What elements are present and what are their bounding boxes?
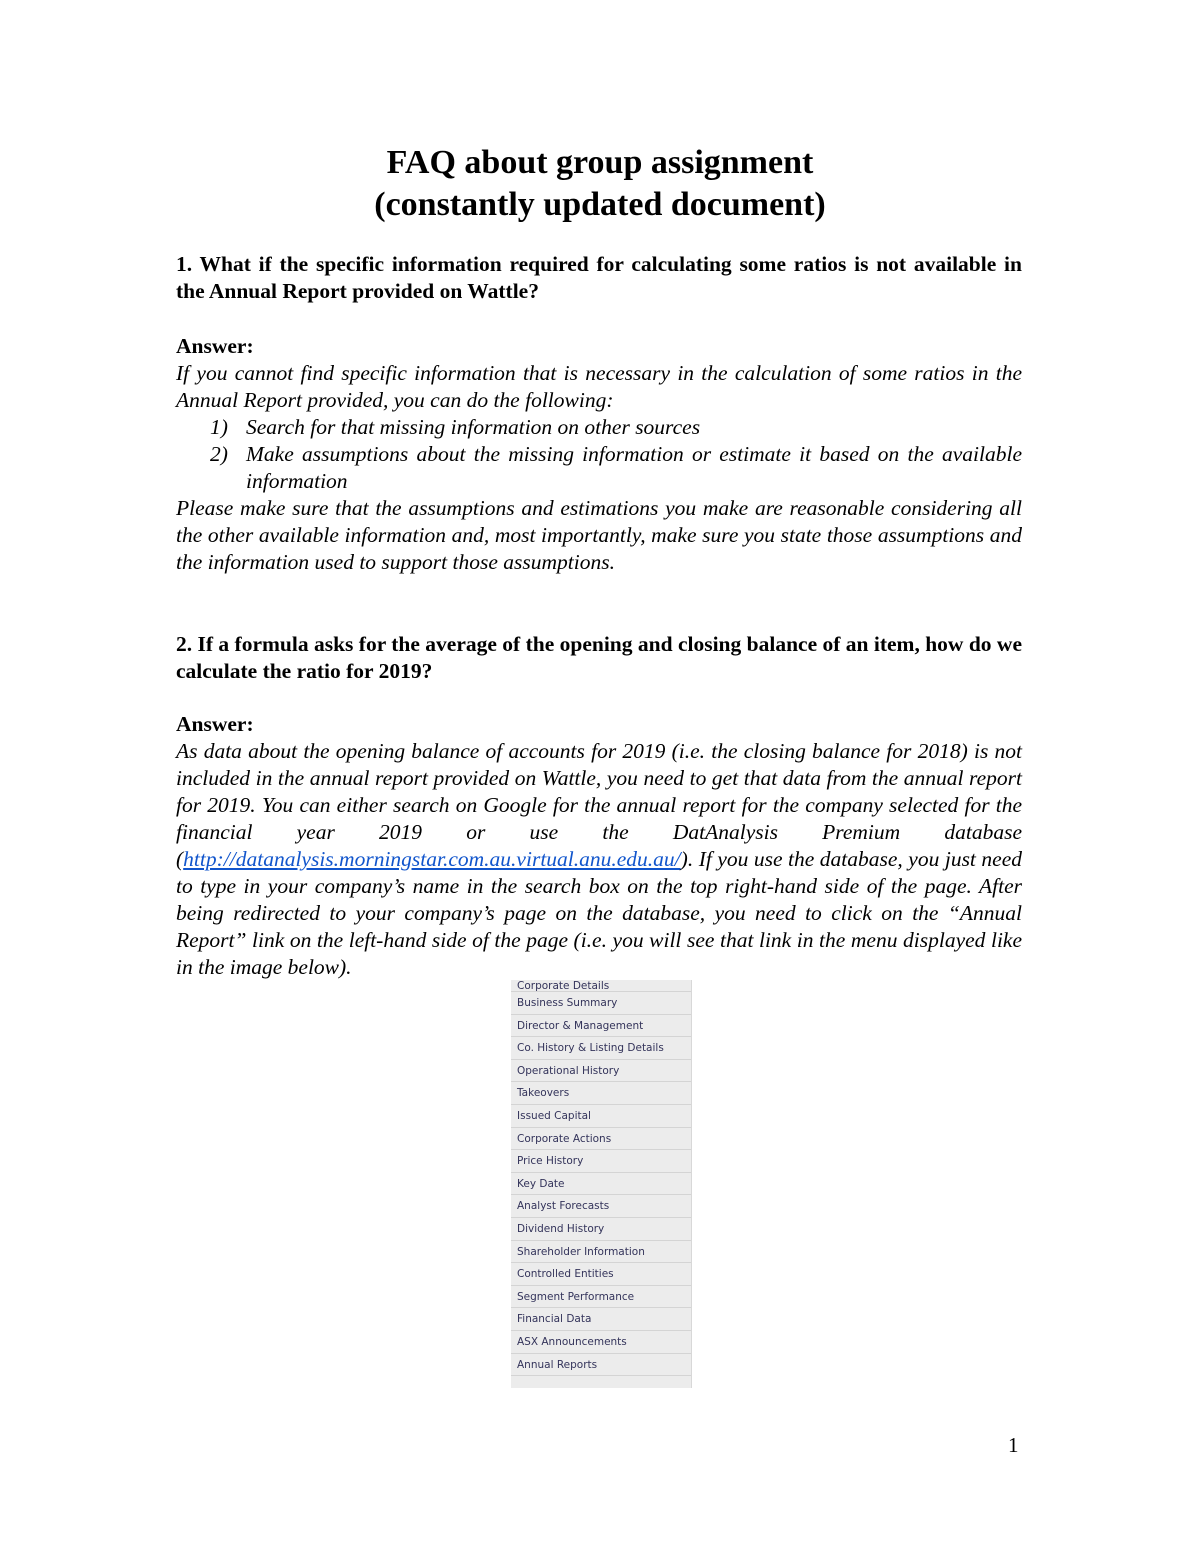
- answer-2-label: Answer:: [176, 712, 254, 736]
- answer-1-closing: Please make sure that the assumptions and estimations you make are reasonable considering all the other available information and, most importantly, make sure you state those assumptions and the information used to support those assumptions.: [176, 496, 1022, 574]
- menu-item-corporate-actions: Corporate Actions: [511, 1128, 691, 1151]
- menu-item-financial-data: Financial Data: [511, 1308, 691, 1331]
- menu-item-segment-performance: Segment Performance: [511, 1286, 691, 1309]
- document-title: FAQ about group assignment: [386, 144, 814, 181]
- step-number: 2): [210, 442, 228, 466]
- answer-1-steps: [176, 414, 1022, 495]
- question-2: 2. If a formula asks for the average of the opening and closing balance of an item, how do we calculate the ratio for 2019?: [176, 632, 1022, 683]
- answer-1-step: [176, 414, 1022, 441]
- answer-1-step: [176, 441, 1022, 495]
- answer-1-body: [176, 360, 1022, 576]
- menu-item-co-history: Co. History & Listing Details: [511, 1037, 691, 1060]
- menu-item-director-management: Director & Management: [511, 1015, 691, 1038]
- answer-1-label: Answer:: [176, 334, 254, 358]
- menu-item-corporate-details: Corporate Details: [511, 980, 691, 992]
- menu-item-asx-announcements: ASX Announcements: [511, 1331, 691, 1354]
- menu-screenshot: [511, 980, 692, 1388]
- menu-item-price-history: Price History: [511, 1150, 691, 1173]
- menu-item-analyst-forecasts: Analyst Forecasts: [511, 1195, 691, 1218]
- step-text: Make assumptions about the missing information or estimate it based on the available information: [246, 442, 1022, 493]
- menu-item-issued-capital: Issued Capital: [511, 1105, 691, 1128]
- answer-2-body: [176, 738, 1022, 981]
- datanalysis-link[interactable]: http://datanalysis.morningstar.com.au.virtual.anu.edu.au/: [183, 847, 681, 871]
- step-text: Search for that missing information on other sources: [246, 415, 701, 439]
- menu-item-takeovers: Takeovers: [511, 1082, 691, 1105]
- menu-item-operational-history: Operational History: [511, 1060, 691, 1083]
- document-subtitle: (constantly updated document): [374, 186, 826, 223]
- answer-1-intro: If you cannot find specific information that is necessary in the calculation of some ratios in the Annual Report provided, you can do the following:: [176, 361, 1022, 412]
- step-number: 1): [210, 415, 228, 439]
- menu-item-key-date: Key Date: [511, 1173, 691, 1196]
- answer-2-text-end: ). If you use the database, you just need to type in your company’s name in the search box on the top right-hand side of the page. After being redirected to your company’s page on the database, you need to click on the “Annual Report” link on the left-hand side of the page (i.e. you will see that link in the menu displayed like in the image below).: [176, 847, 1022, 979]
- question-1: 1. What if the specific information required for calculating some ratios is not available in the Annual Report provided on Wattle?: [176, 252, 1022, 303]
- menu-item-controlled-entities: Controlled Entities: [511, 1263, 691, 1286]
- menu-item-shareholder-information: Shareholder Information: [511, 1241, 691, 1264]
- menu-item-business-summary: Business Summary: [511, 992, 691, 1015]
- menu-item-dividend-history: Dividend History: [511, 1218, 691, 1241]
- answer-2-text-start: As data about the opening balance of accounts for 2019 (i.e. the closing balance for 2018) is not included in the annual report provided on Wattle, you need to get that data from the annual report for 2019. You can either search on Google for the annual report for the company selected for the financial year 2019 or use the DatAnalysis Premium database (: [176, 739, 1022, 871]
- menu-item-annual-reports: Annual Reports: [511, 1354, 691, 1377]
- page-number: 1: [1008, 1433, 1019, 1457]
